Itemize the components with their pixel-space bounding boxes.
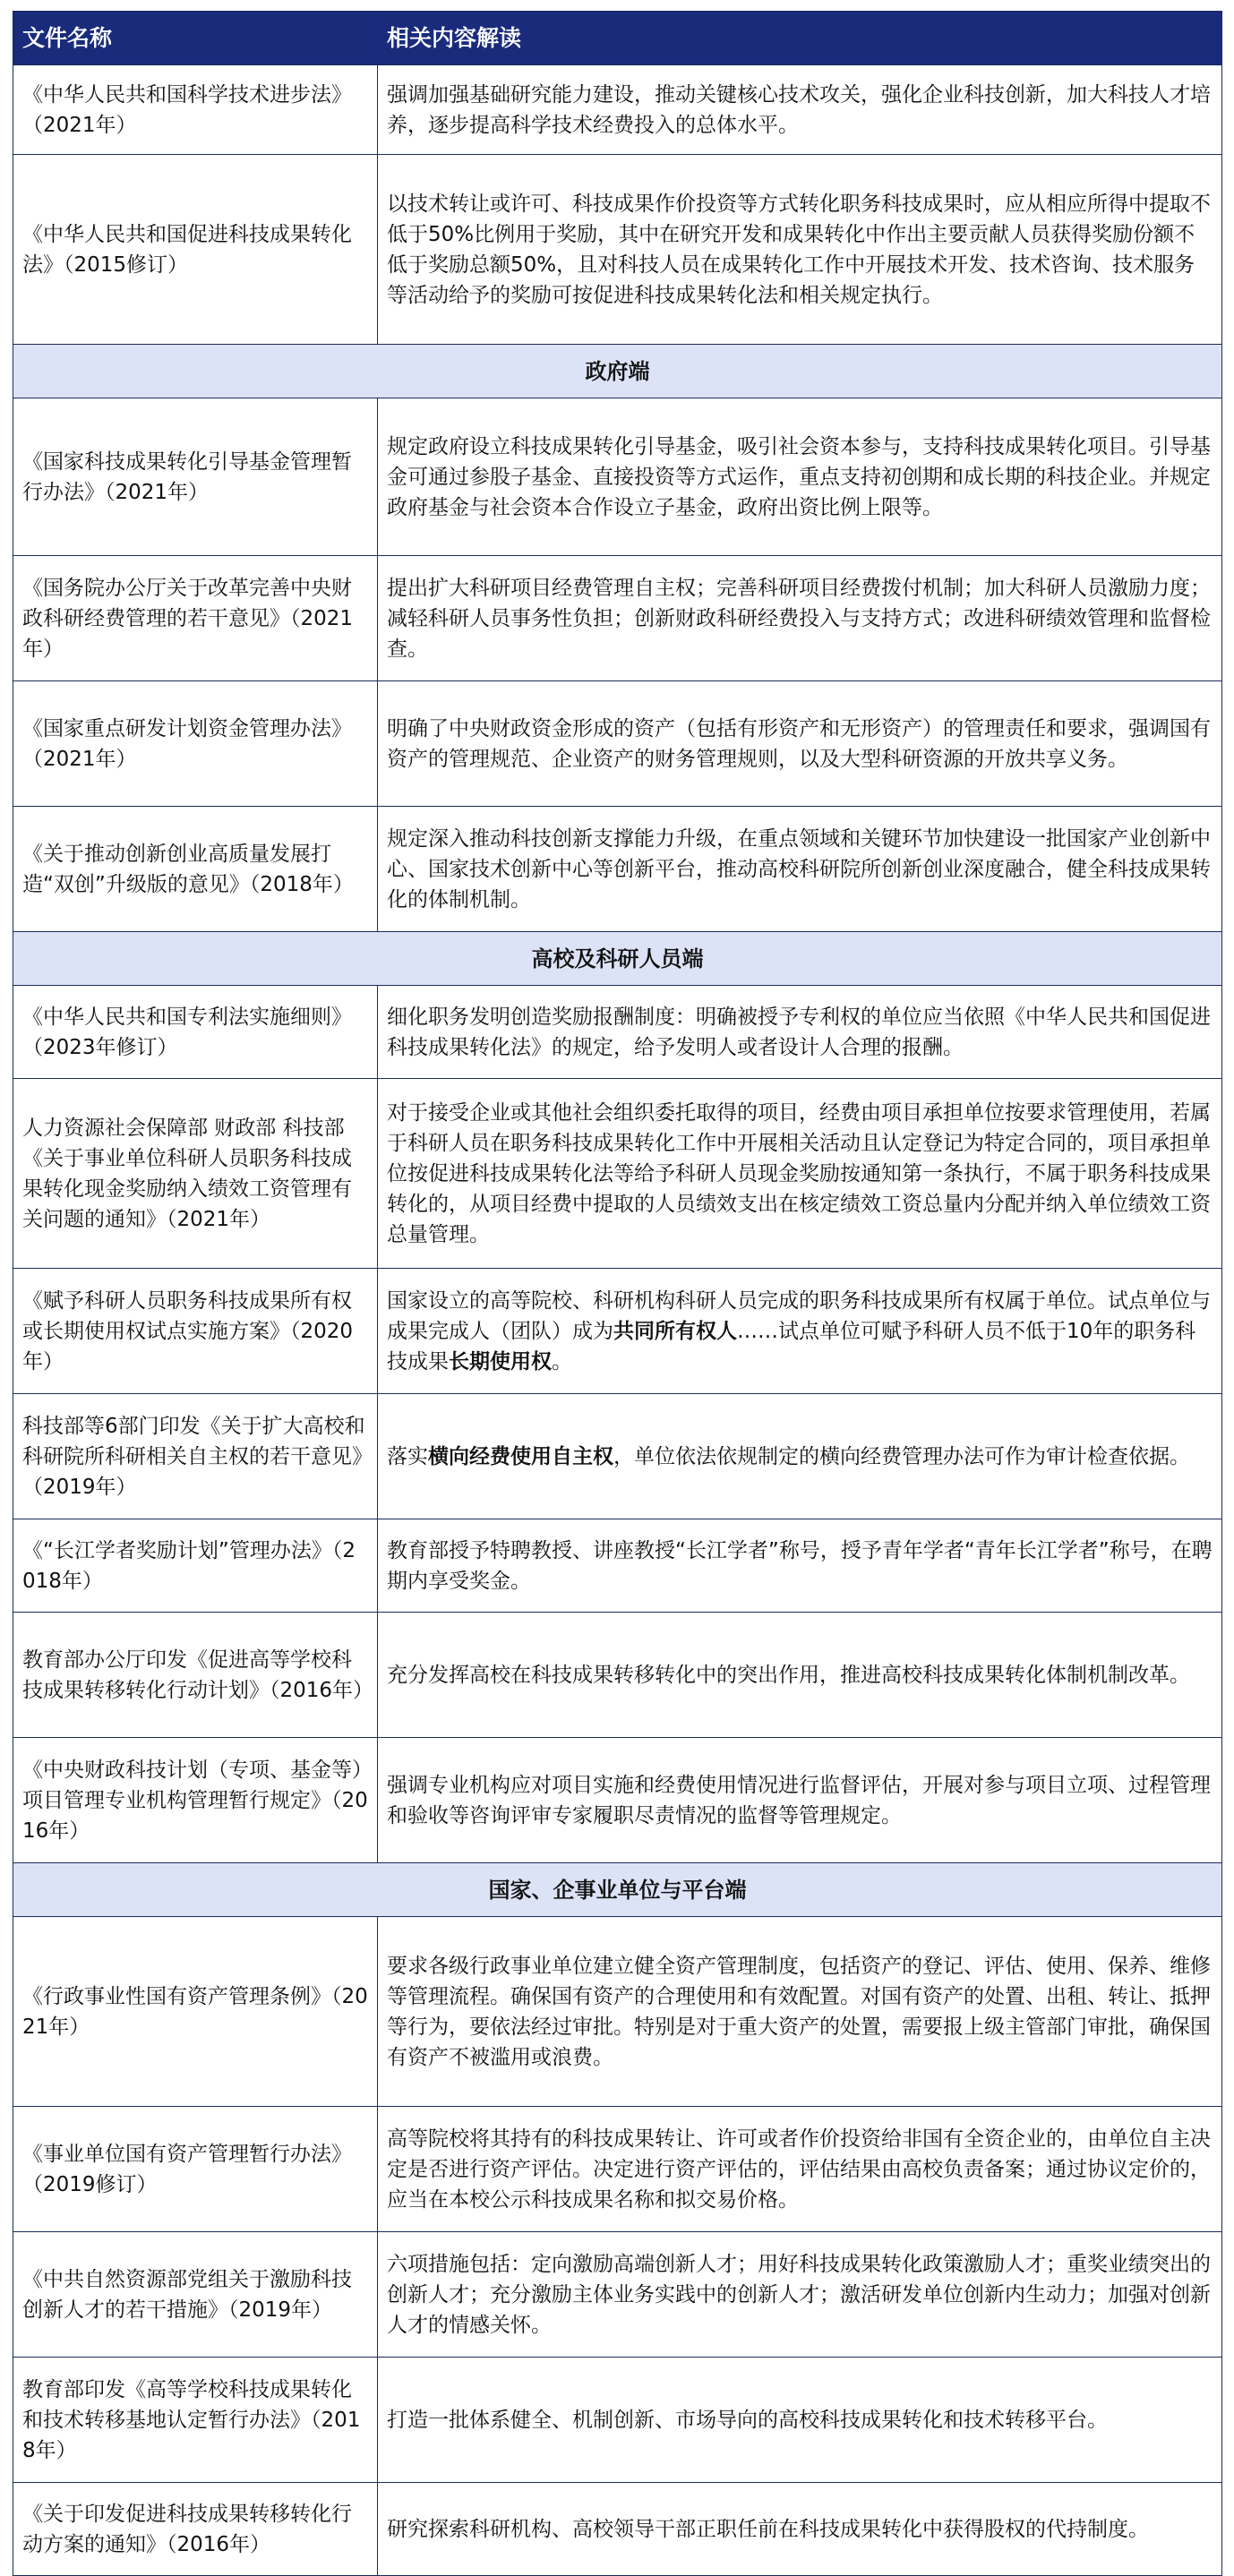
interpretation-text: 充分发挥高校在科技成果转移转化中的突出作用，推进高校科技成果转化体制机制改革。 [387, 1663, 1190, 1687]
interpretation-text: 规定深入推动科技创新支撑能力升级，在重点领域和关键环节加快建设一批国家产业创新中心、国家技术创新中心等创新平台，推动高校科研院所创新创业深度融合，健全科技成果转化的体制机制。 [387, 826, 1211, 911]
table-row [13, 1394, 1222, 1519]
table-row [13, 681, 1222, 807]
interpretation-text: 强调加强基础研究能力建设，推动关键核心技术攻关，强化企业科技创新，加大科技人才培养，逐步提高科学技术经费投入的总体水平。 [387, 82, 1211, 137]
interpretation-cell [378, 556, 1222, 681]
header-file-name: 文件名称 [13, 12, 378, 65]
interpretation-cell [378, 2232, 1222, 2358]
table-row [13, 2483, 1222, 2576]
file-name-cell: 《赋予科研人员职务科技成果所有权或长期使用权试点实施方案》（2020年） [13, 1269, 378, 1394]
file-name-cell: 《中共自然资源部党组关于激励科技创新人才的若干措施》（2019年） [13, 2232, 378, 2358]
file-name-cell: 《国家科技成果转化引导基金管理暂行办法》（2021年） [13, 398, 378, 556]
interpretation-text: ……试点单位可赋予科研人员不低于10年的职务科技成果 [387, 1319, 1196, 1374]
table-row [13, 65, 1222, 155]
interpretation-text: 细化职务发明创造奖励报酬制度：明确被授予专利权的单位应当依照《中华人民共和国促进科技成果转化法》的规定，给予发明人或者设计人合理的报酬。 [387, 1005, 1211, 1059]
bold-emphasis-text: 共同所有权人 [613, 1319, 737, 1343]
interpretation-text: 打造一批体系健全、机制创新、市场导向的高校科技成果转化和技术转移平台。 [387, 2408, 1108, 2432]
interpretation-text: 对于接受企业或其他社会组织委托取得的项目，经费由项目承担单位按要求管理使用，若属于科研人员在职务科技成果转化工作中开展相关活动且认定登记为特定合同的，项目承担单位按促进科技成果转化法等给予科研人员现金奖励按通知第一条执行，不属于职务科技成果转化的，从项目经费中提取的人员绩效支出在核定绩效工资总量内分配并纳入单位绩效工资总量管理。 [387, 1100, 1211, 1246]
section-header-row [13, 345, 1222, 398]
table-row [13, 807, 1222, 932]
file-name-cell: 《中华人民共和国专利法实施细则》（2023年修订） [13, 986, 378, 1079]
interpretation-cell [378, 1079, 1222, 1269]
interpretation-cell [378, 807, 1222, 932]
table-row [13, 1269, 1222, 1394]
table-row [13, 556, 1222, 681]
file-name-cell: 《行政事业性国有资产管理条例》（2021年） [13, 1917, 378, 2107]
file-name-cell: 人力资源社会保障部 财政部 科技部《关于事业单位科研人员职务科技成果转化现金奖励纳入绩效工资管理有关问题的通知》（2021年） [13, 1079, 378, 1269]
table-body [13, 65, 1222, 2576]
interpretation-cell [378, 65, 1222, 155]
file-name-cell: 《中华人民共和国促进科技成果转化法》（2015修订） [13, 155, 378, 345]
interpretation-text: 规定政府设立科技成果转化引导基金，吸引社会资本参与，支持科技成果转化项目。引导基金可通过参股子基金、直接投资等方式运作，重点支持初创期和成长期的科技企业。并规定政府基金与社会资本合作设立子基金，政府出资比例上限等。 [387, 434, 1211, 519]
section-title: 政府端 [13, 345, 1222, 398]
interpretation-cell [378, 1519, 1222, 1613]
section-header-row [13, 932, 1222, 986]
table-header-row [13, 12, 1222, 65]
file-name-cell: 《中央财政科技计划（专项、基金等）项目管理专业机构管理暂行规定》（2016年） [13, 1738, 378, 1863]
interpretation-text: 高等院校将其持有的科技成果转让、许可或者作价投资给非国有全资企业的，由单位自主决定是否进行资产评估。决定进行资产评估的，评估结果由高校负责备案；通过协议定价的，应当在本校公示科技成果名称和拟交易价格。 [387, 2127, 1211, 2212]
file-name-cell: 《事业单位国有资产管理暂行办法》（2019修订） [13, 2107, 378, 2232]
file-name-cell: 教育部印发《高等学校科技成果转化和技术转移基地认定暂行办法》（2018年） [13, 2358, 378, 2483]
bold-emphasis-text: 横向经费使用自主权 [428, 1444, 613, 1468]
interpretation-text: 提出扩大科研项目经费管理自主权；完善科研项目经费拨付机制；加大科研人员激励力度；减轻科研人员事务性负担；创新财政科研经费投入与支持方式；改进科研绩效管理和监督检查。 [387, 576, 1211, 661]
interpretation-cell [378, 986, 1222, 1079]
interpretation-cell [378, 1613, 1222, 1738]
interpretation-cell [378, 1917, 1222, 2107]
interpretation-text: 以技术转让或许可、科技成果作价投资等方式转化职务科技成果时，应从相应所得中提取不低于50%比例用于奖励，其中在研究开发和成果转化中作出主要贡献人员获得奖励份额不低于奖励总额50%，且对科技人员在成果转化工作中开展技术开发、技术咨询、技术服务等活动给予的奖励可按促进科技成果转化法和相关规定执行。 [387, 192, 1211, 307]
interpretation-text: 强调专业机构应对项目实施和经费使用情况进行监督评估，开展对参与项目立项、过程管理和验收等咨询评审专家履职尽责情况的监督等管理规定。 [387, 1773, 1211, 1827]
policy-table [13, 11, 1222, 2576]
table-row [13, 1738, 1222, 1863]
file-name-cell: 《国家重点研发计划资金管理办法》（2021年） [13, 681, 378, 807]
file-name-cell: 《关于印发促进科技成果转移转化行动方案的通知》（2016年） [13, 2483, 378, 2576]
file-name-cell: 科技部等6部门印发《关于扩大高校和科研院所科研相关自主权的若干意见》（2019年） [13, 1394, 378, 1519]
interpretation-text: 六项措施包括：定向激励高端创新人才；用好科技成果转化政策激励人才；重奖业绩突出的创新人才；充分激励主体业务实践中的创新人才；激活研发单位创新内生动力；加强对创新人才的情感关怀。 [387, 2252, 1211, 2337]
section-header-row [13, 1863, 1222, 1917]
interpretation-text: 。 [552, 1349, 572, 1374]
interpretation-cell [378, 1394, 1222, 1519]
interpretation-cell [378, 2358, 1222, 2483]
table-row [13, 2358, 1222, 2483]
table-row [13, 155, 1222, 345]
interpretation-text: 国家设立的高等院校、科研机构科研人员完成的职务科技成果所有权属于单位。试点单位与成果完成人（团队）成为 [387, 1288, 1211, 1343]
table-row [13, 986, 1222, 1079]
table-row [13, 1613, 1222, 1738]
table-row [13, 398, 1222, 556]
table-row [13, 2232, 1222, 2358]
table-row [13, 1519, 1222, 1613]
file-name-cell: 教育部办公厅印发《促进高等学校科技成果转移转化行动计划》（2016年） [13, 1613, 378, 1738]
interpretation-cell [378, 398, 1222, 556]
section-title: 国家、企事业单位与平台端 [13, 1863, 1222, 1917]
table-row [13, 1079, 1222, 1269]
interpretation-cell [378, 155, 1222, 345]
interpretation-text: 落实 [387, 1444, 428, 1468]
table-row [13, 1917, 1222, 2107]
interpretation-cell [378, 2107, 1222, 2232]
interpretation-text: ，单位依法依规制定的横向经费管理办法可作为审计检查依据。 [613, 1444, 1190, 1468]
file-name-cell: 《“长江学者奖励计划”管理办法》（2018年） [13, 1519, 378, 1613]
interpretation-text: 研究探索科研机构、高校领导干部正职任前在科技成果转化中获得股权的代持制度。 [387, 2517, 1149, 2541]
interpretation-cell [378, 681, 1222, 807]
interpretation-text: 要求各级行政事业单位建立健全资产管理制度，包括资产的登记、评估、使用、保养、维修等管理流程。确保国有资产的合理使用和有效配置。对国有资产的处置、出租、转让、抵押等行为，要依法经过审批。特别是对于重大资产的处置，需要报上级主管部门审批，确保国有资产不被滥用或浪费。 [387, 1954, 1211, 2069]
interpretation-cell [378, 1738, 1222, 1863]
section-title: 高校及科研人员端 [13, 932, 1222, 986]
file-name-cell: 《关于推动创新创业高质量发展打造“双创”升级版的意见》（2018年） [13, 807, 378, 932]
interpretation-text: 教育部授予特聘教授、讲座教授“长江学者”称号，授予青年学者“青年长江学者”称号，在聘期内享受奖金。 [387, 1538, 1213, 1593]
interpretation-cell [378, 2483, 1222, 2576]
bold-emphasis-text: 长期使用权 [449, 1349, 552, 1374]
interpretation-text: 明确了中央财政资金形成的资产（包括有形资产和无形资产）的管理责任和要求，强调国有资产的管理规范、企业资产的财务管理规则，以及大型科研资源的开放共享义务。 [387, 716, 1211, 771]
header-content-interpretation: 相关内容解读 [378, 12, 1222, 65]
table-row [13, 2107, 1222, 2232]
file-name-cell: 《中华人民共和国科学技术进步法》（2021年） [13, 65, 378, 155]
interpretation-cell [378, 1269, 1222, 1394]
file-name-cell: 《国务院办公厅关于改革完善中央财政科研经费管理的若干意见》（2021年） [13, 556, 378, 681]
